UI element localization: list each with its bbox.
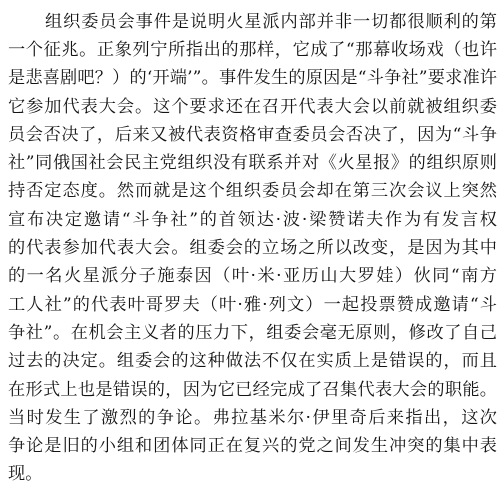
text-line: 一个征兆。正象列宁所指出的那样，它成了“那幕收场戏（也许: [8, 40, 497, 60]
text-line: 的一名火星派分子施泰因（叶·米·亚历山大罗娃）伙同“南方: [8, 266, 497, 286]
text-line: 争论是旧的小组和团体同正在复兴的党之间发生冲突的集中表: [8, 436, 497, 456]
text-line: 它参加代表大会。这个要求还在召开代表大会以前就被组织委: [8, 97, 497, 117]
text-line: 在形式上也是错误的，因为它已经完成了召集代表大会的职能。: [8, 380, 497, 400]
document-page: [8, 8, 497, 492]
text-line: 是悲喜剧吧？）的‘开端’”。事件发生的原因是“斗争社”要求准许: [8, 68, 497, 88]
text-line: 的代表参加代表大会。组委会的立场之所以改变，是因为其中: [8, 238, 497, 258]
text-line: 组织委员会事件是说明火星派内部并非一切都很顺利的第: [45, 12, 497, 32]
text-line: 持否定态度。然而就是这个组织委员会却在第三次会议上突然: [8, 181, 497, 201]
text-line: 工人社”的代表叶哥罗夫（叶·雅·列文）一起投票赞成邀请“斗: [8, 295, 497, 315]
text-line: 员会否决了，后来又被代表资格审查委员会否决了，因为“斗争: [8, 125, 497, 145]
text-line: 争社”。在机会主义者的压力下，组委会毫无原则，修改了自己: [8, 323, 497, 343]
text-line: 社”同俄国社会民主党组织没有联系并对《火星报》的组织原则: [8, 153, 497, 173]
text-line: 当时发生了激烈的争论。弗拉基米尔·伊里奇后来指出，这次: [8, 408, 497, 428]
text-line: 现。: [8, 464, 43, 484]
text-line: 过去的决定。组委会的这种做法不仅在实质上是错误的，而且: [8, 351, 497, 371]
text-line: 宣布决定邀请“斗争社”的首领达·波·梁赞诺夫作为有发言权: [8, 210, 497, 230]
